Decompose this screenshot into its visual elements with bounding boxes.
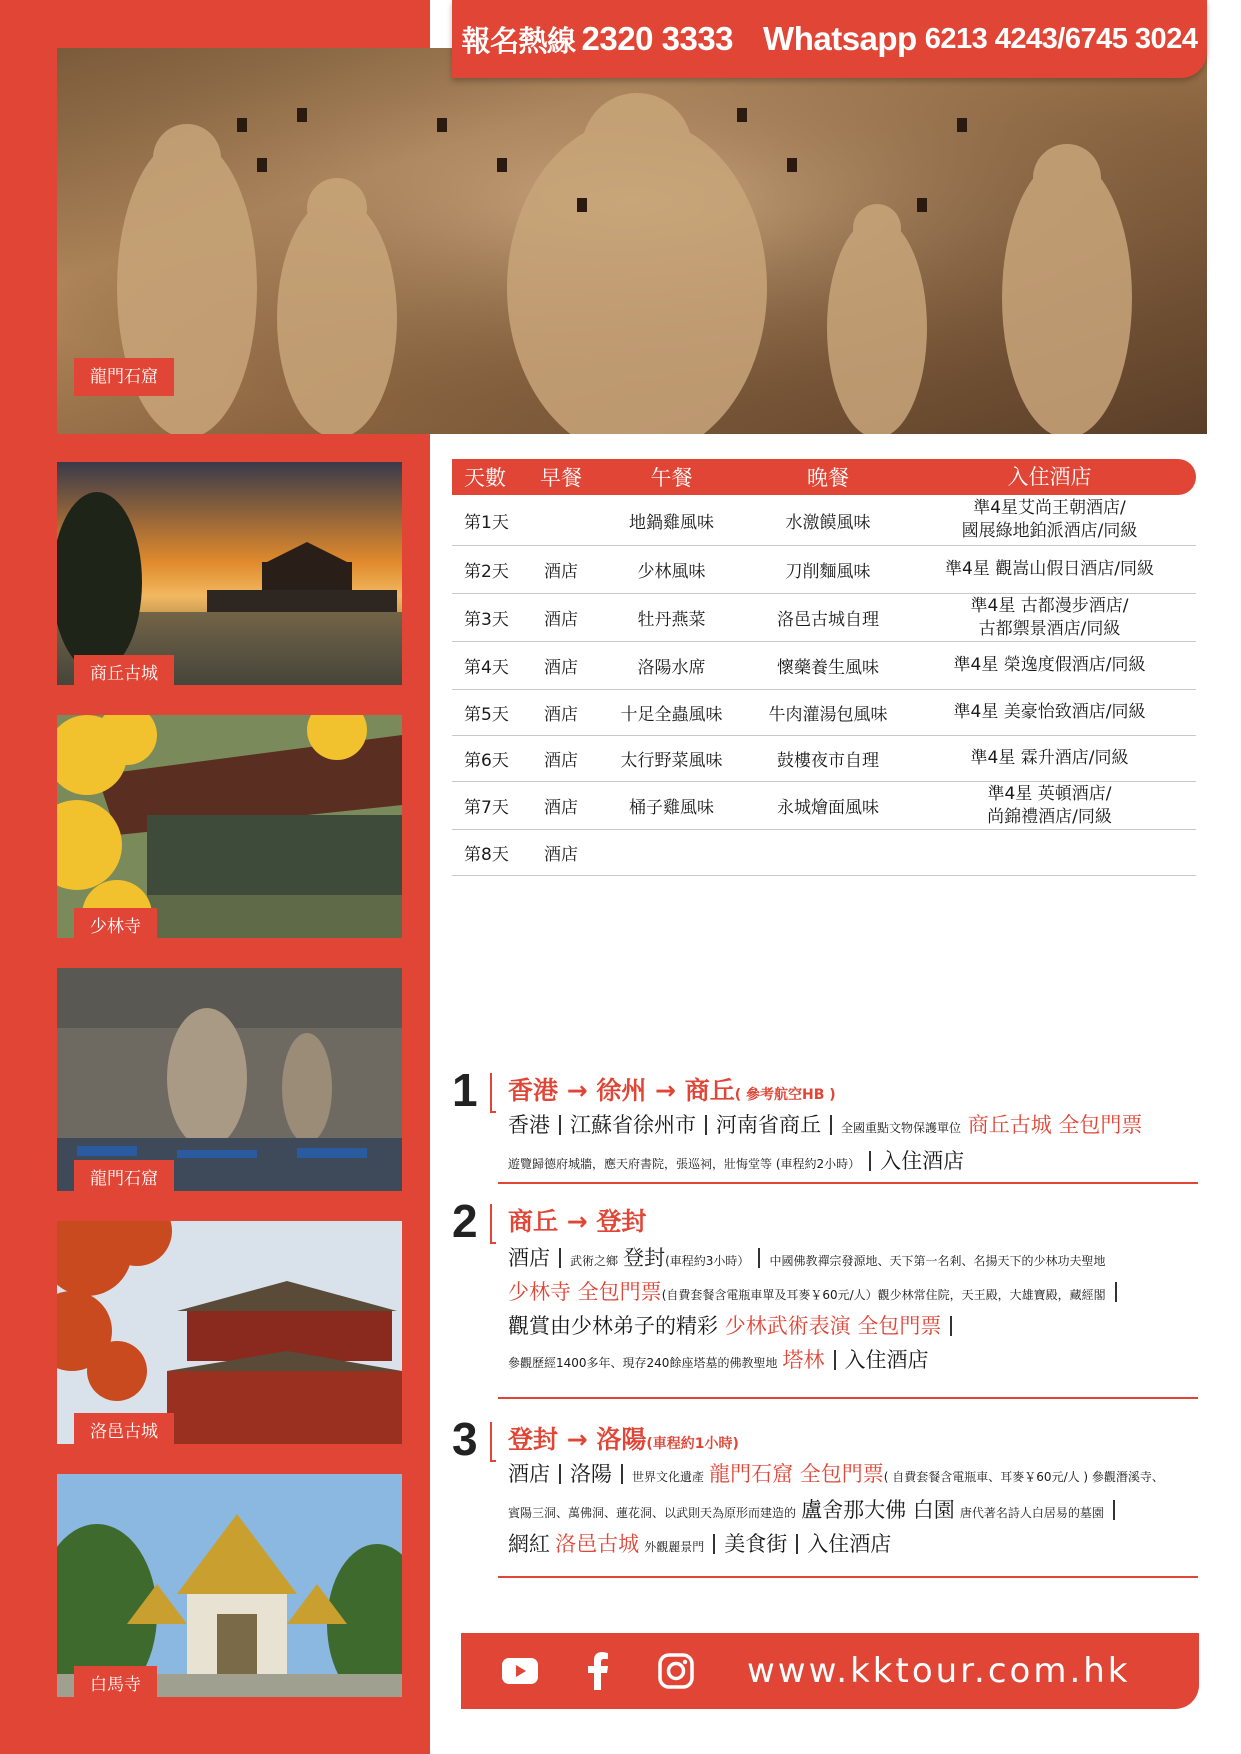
- hotel-line: 準4星艾尚王朝酒店/: [973, 498, 1126, 518]
- meal-hotel-table: [452, 459, 1196, 876]
- day-divider: [498, 1576, 1198, 1578]
- hotel-line: 國展綠地鉑派酒店/同級: [961, 521, 1138, 541]
- hotel-line: 準4星 英頓酒店/: [987, 783, 1112, 804]
- hotel-line: 準4星 觀嵩山假日酒店/同級: [945, 559, 1154, 579]
- day-bracket: [490, 1422, 496, 1462]
- hotel-line: 準4星 霖升酒店/同級: [970, 748, 1129, 768]
- cell-day: 第8天: [464, 845, 509, 865]
- table-row: [452, 594, 1196, 642]
- day-number: 3: [452, 1413, 478, 1465]
- day-line: 觀賞由少林弟子的精彩 少林武術表演 全包門票: [508, 1310, 961, 1340]
- cell-day: 第3天: [464, 610, 509, 630]
- hotel-line: 準4星 榮逸度假酒店/同級: [953, 655, 1146, 675]
- day-divider: [498, 1397, 1198, 1399]
- cell-day: 第4天: [464, 658, 509, 678]
- cell-breakfast: 酒店: [544, 562, 578, 582]
- day-line: 參觀歷經1400多年、現存240餘座塔墓的佛教聖地 塔林 入住酒店: [508, 1348, 929, 1372]
- header-lunch: 午餐: [650, 466, 693, 490]
- whatsapp-label: Whatsapp: [763, 20, 917, 57]
- photo-label-shangqiu: 商丘古城: [74, 655, 174, 693]
- cell-lunch: 桶子雞風味: [629, 798, 714, 818]
- instagram-icon[interactable]: [657, 1652, 695, 1690]
- table-row: [452, 495, 1196, 546]
- header-breakfast: 早餐: [540, 466, 582, 490]
- hotline-banner: [452, 0, 1207, 78]
- photo-baima: [57, 1474, 402, 1697]
- footer-bar: [461, 1633, 1199, 1709]
- itinerary-day-2: [452, 1196, 1197, 1401]
- day-title: 登封 → 洛陽(車程約1小時): [508, 1425, 739, 1454]
- hotline-number[interactable]: 2320 3333: [581, 20, 734, 57]
- cell-dinner: 懷藥養生風味: [777, 658, 879, 678]
- table-row: [452, 736, 1196, 782]
- cell-lunch: 洛陽水席: [637, 658, 706, 678]
- cell-lunch: 十足全蟲風味: [620, 705, 723, 725]
- cell-day: 第5天: [464, 705, 509, 725]
- cell-dinner: 水激饃風味: [785, 512, 871, 533]
- cell-lunch: 地鍋雞風味: [629, 512, 714, 533]
- cell-hotel: [903, 558, 1196, 581]
- cell-breakfast: 酒店: [544, 845, 578, 865]
- hotel-line: 尚錦禮酒店/同級: [987, 806, 1112, 827]
- photo-shaolin: [57, 715, 402, 938]
- cell-hotel: [903, 654, 1196, 677]
- photo-shangqiu: [57, 462, 402, 685]
- cell-breakfast: 酒店: [544, 705, 578, 725]
- day-title: 香港 → 徐州 → 商丘( 參考航空HB ): [508, 1076, 836, 1105]
- cell-dinner: 永城燴面風味: [777, 798, 879, 818]
- cell-breakfast: 酒店: [544, 751, 578, 771]
- hero-photo: [57, 48, 1207, 434]
- hero-photo-label: 龍門石窟: [74, 358, 174, 396]
- cell-hotel: [903, 783, 1196, 829]
- hotel-line: 古都禦景酒店/同級: [978, 618, 1121, 639]
- website-url[interactable]: www.kktour.com.hk: [747, 1651, 1131, 1691]
- cell-hotel: [903, 595, 1196, 641]
- cell-breakfast: 酒店: [544, 798, 578, 818]
- photo-label-baima: 白馬寺: [74, 1666, 157, 1704]
- cell-lunch: 太行野菜風味: [620, 751, 723, 771]
- day-bracket: [490, 1073, 496, 1113]
- header-hotel: 入住酒店: [1007, 464, 1092, 489]
- day-bracket: [490, 1204, 496, 1244]
- cell-hotel: [903, 747, 1196, 770]
- table-row: [452, 782, 1196, 830]
- cell-dinner: 洛邑古城自理: [777, 610, 879, 630]
- header-dinner: 晚餐: [807, 466, 849, 490]
- day-number: 2: [452, 1195, 478, 1247]
- cell-day: 第1天: [464, 512, 509, 533]
- whatsapp-numbers[interactable]: 6213 4243/6745 3024: [924, 22, 1198, 55]
- day-line: 遊覽歸德府城牆，應天府書院，張巡祠，壯悔堂等 (車程約2小時） 入住酒店: [508, 1149, 965, 1173]
- photo-label-longmen: 龍門石窟: [74, 1160, 174, 1198]
- day-line: 網紅 洛邑古城 外觀麗景門 美食街 入住酒店: [508, 1532, 892, 1556]
- cell-dinner: 鼓樓夜市自理: [777, 751, 879, 771]
- table-row: [452, 690, 1196, 736]
- day-line: 酒店 洛陽 世界文化遺產 龍門石窟 全包門票( 自費套餐含電瓶車、耳麥￥60元/人 ) 參觀潛溪寺、: [508, 1462, 1164, 1486]
- cell-day: 第2天: [464, 562, 509, 582]
- cell-breakfast: 酒店: [544, 658, 578, 678]
- photo-longmen: [57, 968, 402, 1191]
- facebook-icon[interactable]: [579, 1652, 617, 1690]
- day-line: 香港 江蘇省徐州市 河南省商丘 全國重點文物保護單位 商丘古城 全包門票: [508, 1113, 1143, 1137]
- table-row: [452, 642, 1196, 690]
- day-number: 1: [452, 1064, 478, 1116]
- cell-hotel: [903, 497, 1196, 543]
- cell-lunch: 牡丹燕菜: [637, 610, 706, 630]
- day-divider: [498, 1182, 1198, 1184]
- table-row: [452, 546, 1196, 594]
- photo-luoyi: [57, 1221, 402, 1444]
- itinerary-day-1: [452, 1065, 1197, 1185]
- cell-day: 第6天: [464, 751, 509, 771]
- day-line: 賓陽三洞、萬佛洞、蓮花洞、以武則天為原形而建造的 盧舍那大佛 白園 唐代著名詩人白居易的墓園: [508, 1494, 1124, 1524]
- header-day: 天數: [464, 466, 506, 490]
- cell-hotel: [903, 701, 1196, 724]
- table-row: [452, 830, 1196, 876]
- hotline-label: 報名熱線: [461, 25, 576, 58]
- cell-lunch: 少林風味: [637, 562, 706, 582]
- day-line: 少林寺 全包門票(自費套餐含電瓶車單及耳麥￥60元/人）觀少林常住院，天王殿，大雄寶殿，藏經閣: [508, 1276, 1126, 1306]
- photo-label-luoyi: 洛邑古城: [74, 1413, 174, 1451]
- photo-label-shaolin: 少林寺: [74, 908, 157, 946]
- itinerary-day-3: [452, 1414, 1197, 1584]
- table-header: [452, 459, 1196, 495]
- cell-day: 第7天: [464, 798, 509, 818]
- cell-dinner: 刀削麵風味: [785, 562, 871, 582]
- hotel-line: 準4星 美豪怡致酒店/同級: [953, 702, 1146, 722]
- day-title: 商丘 → 登封: [508, 1207, 647, 1236]
- youtube-icon[interactable]: [501, 1652, 539, 1690]
- cell-dinner: 牛肉灌湯包風味: [768, 705, 888, 725]
- day-line: 酒店 武術之鄉 登封(車程約3小時） 中國佛教禪宗發源地、天下第一名剎、名揚天下的少林功夫聖地: [508, 1246, 1106, 1270]
- cell-breakfast: 酒店: [544, 610, 578, 630]
- hotel-line: 準4星 古都漫步酒店/: [970, 595, 1129, 616]
